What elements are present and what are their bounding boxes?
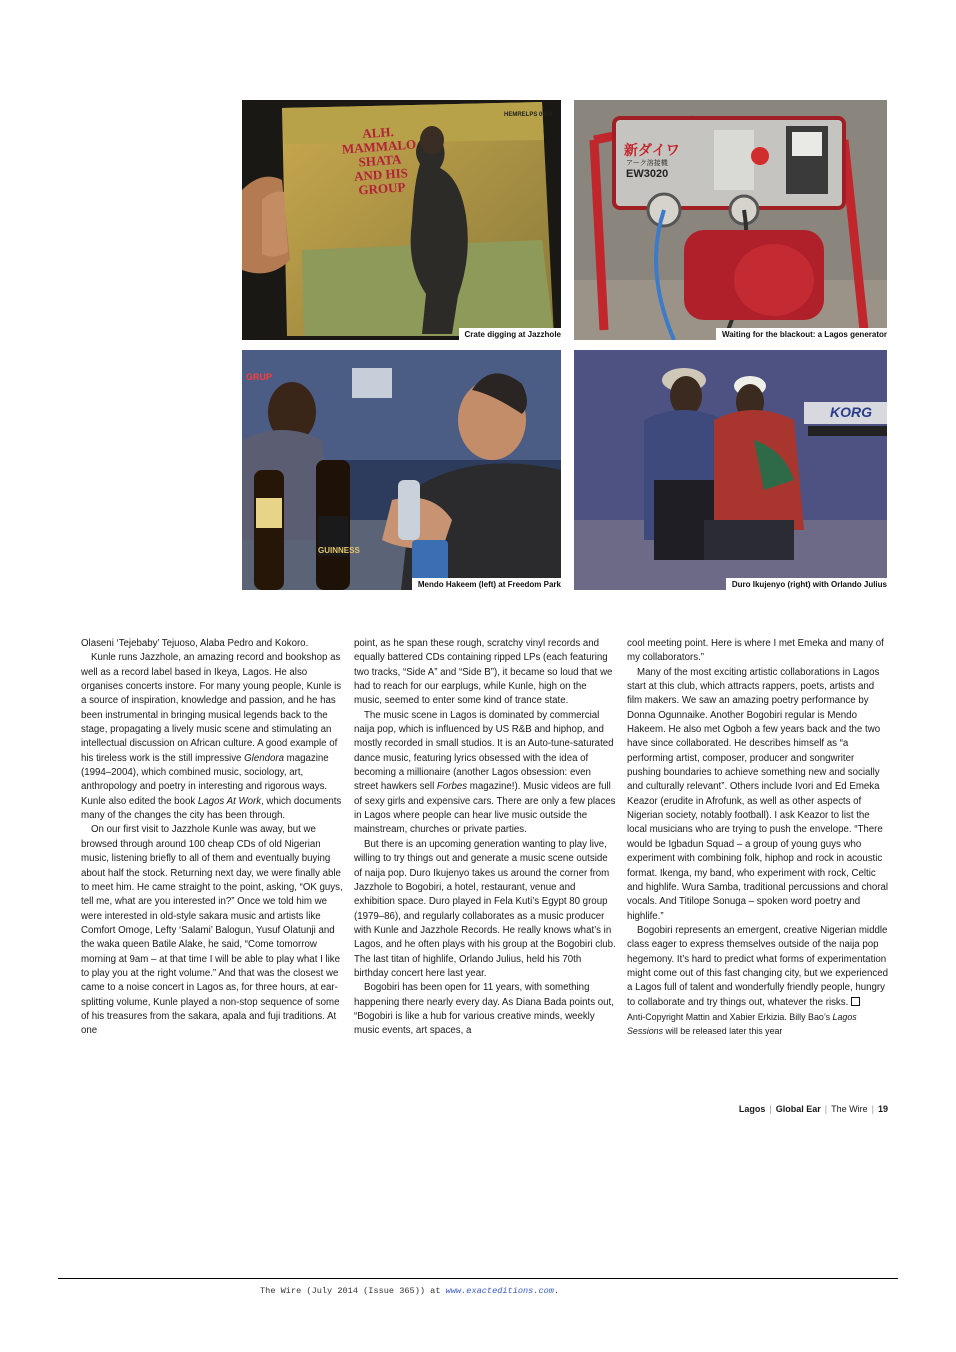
generator-brand-kana: アーク溶接機 xyxy=(626,160,668,167)
article-column-3 xyxy=(627,637,889,1039)
paragraph: point, as he span these rough, scratchy vinyl records and equally battered CDs containing ripped LPs (each featuring two tracks, “Side A” and “Side B”), it became so loud that we had to reach for our earplugs, while Kunle, high on the music, seemed to enter some kind of trance state. xyxy=(354,638,613,707)
record-title-line: AND HIS xyxy=(353,165,409,184)
book-title: Lagos At Work xyxy=(197,795,262,807)
paragraph: cool meeting point. Here is where I met Emeka and many of my collaborators.” xyxy=(627,638,884,664)
freedom-park-illustration xyxy=(242,350,561,590)
text-run: will be released later this year xyxy=(663,1026,783,1037)
footer-text: The Wire (July 2014 (Issue 365)) at xyxy=(260,1286,446,1296)
folio-section: Lagos xyxy=(738,1104,766,1114)
text-run: Kunle runs Jazzhole, an amazing record and bookshop as well as a record label based in Ikeya, Lagos. He also organises concerts instore. For many young people, Kunle is a source of inspiration, knowledge and passion, and he has been instrumental in bringing musical legends back to the stage, propagating a lively music scene and stimulating an intellectual discussion on African culture. A good example of his tireless work is the still impressive xyxy=(81,652,342,764)
footer-credit xyxy=(260,1286,559,1296)
paragraph xyxy=(627,924,889,1010)
duro-ikujenyo-illustration xyxy=(574,350,887,590)
text-run: , which documents many of the changes the city has been through. xyxy=(81,795,342,822)
generator-model: EW3020 xyxy=(626,168,669,180)
magazine-title: Forbes xyxy=(436,781,468,793)
generator-illustration xyxy=(574,100,887,340)
record-title-line: ALH. xyxy=(361,123,395,142)
bottle-label: GUINNESS xyxy=(318,546,360,555)
paragraph xyxy=(81,651,343,823)
keyboard-brand: KORG xyxy=(830,404,872,420)
record-title-line: MAMMALO xyxy=(341,136,417,157)
record-title xyxy=(338,123,423,198)
text-run: Bogobiri represents an emergent, creative Nigerian middle class eager to express themselves outside of the naija pop hegemony. It’s hard to predict what forms of experimentation might come out of this fast changing city, but we experienced a Lagos full of talent and wonderfully friendly people, hungry to collaborate and try things out, whatever the risks. xyxy=(627,924,888,1008)
folio-column: Global Ear xyxy=(775,1104,821,1114)
text-run: Anti-Copyright Mattin and Xabier Erkizia. Billy Bao’s xyxy=(627,1011,833,1022)
footer-rule xyxy=(58,1278,898,1279)
record-title-line: SHATA xyxy=(358,151,402,170)
album-title: Lagos Sessions xyxy=(627,1011,857,1037)
magazine-title: Glendora xyxy=(244,752,284,764)
page-folio xyxy=(739,1104,888,1114)
author-credit xyxy=(627,1010,889,1039)
photo-generator xyxy=(574,100,887,340)
photo-caption: Duro Ikujenyo (right) with Orlando Julius xyxy=(726,578,887,590)
record-title-line: GROUP xyxy=(357,179,406,198)
photo-caption: Waiting for the blackout: a Lagos generator xyxy=(716,328,887,340)
paragraph: On our first visit to Jazzhole Kunle was away, but we browsed through around 100 cheap CDs of old Nigerian music, listening briefly to all of them and eventually buying about half the stock. Returning next day, we were finally able to meet him. He came straight to the point, asking, “OK guys, tell me, what are you interested in?” Once we told him we were interested in old-style sakara music and artists like Comfort Omoge, Lefty ‘Salami’ Balogun, Yusuf Olatunji and the waka queen Batile Alake, he said, “Come tomorrow morning at 9am – at that time I will be able to play what I like to play you at the right volume.” And that was the closest we came to a noise concert in Lagos as, for three hours, at ear-splitting volume, Kunle played a non-stop sequence of some of his treasures from the sakara, apala and fuji traditions. At one xyxy=(81,824,343,1037)
neon-sign: GRUP xyxy=(246,372,273,382)
article-column-2 xyxy=(354,637,616,1039)
folio-separator: | xyxy=(824,1104,828,1114)
end-mark-icon xyxy=(851,997,860,1006)
footer-link[interactable]: www.exacteditions.com xyxy=(445,1286,554,1296)
text-run: magazine (1994–2004), which combined music, sociology, art, anthropology and poetry in interesting and rigorous ways. Kunle also edited the book xyxy=(81,752,329,807)
page-number: 19 xyxy=(877,1104,888,1114)
paragraph: But there is an upcoming generation wanting to play live, willing to try things out and generate a music scene outside of naija pop. Duro Ikujenyo takes us around the corner from Jazzhole to Bogobiri, a hotel, restaurant, venue and exhibition space. Duro played in Fela Kuti’s Egypt 80 group (1979–86), and regularly collaborates as a music producer with Kunle and Jazzhole Records. He really knows what’s in Lagos, and he often plays with his group at the Bogobiri club. The last titan of highlife, Orlando Julius, held his 70th birthday concert here last year. xyxy=(354,838,616,979)
record-catalog-label: HEMRELPS 0358 xyxy=(504,112,553,118)
text-run: magazine!). Music videos are full of sexy girls and expensive cars. There are only a few places in Lagos where people can hear live music outside the mainstream, churches or private parties. xyxy=(354,781,616,836)
footer-text: . xyxy=(553,1286,560,1296)
photo-duro-ikujenyo xyxy=(574,350,887,590)
generator-brand: 新ダイワ xyxy=(624,142,680,158)
photo-caption: Crate digging at Jazzhole xyxy=(459,328,561,340)
photo-record-sleeve xyxy=(242,100,561,340)
article-column-1 xyxy=(81,637,343,1039)
paragraph xyxy=(354,709,616,838)
text-run: The music scene in Lagos is dominated by commercial naija pop, which is influenced by US R&B and hiphop, and mostly recorded in small studios. It is an Auto-tune-saturated dance music, featuring lyrics obsessed with the idea of becoming a millionaire (another Lagos obsession: even street hawkers sell xyxy=(354,709,614,793)
paragraph: Many of the most exciting artistic collaborations in Lagos start at this club, which attracts rappers, poets, artists and film makers. We saw an amazing poetry performance by Donna Ogunnaike. Another Bogobiri regular is Mendo Hakeem. He also met Ogboh a few years back and the two have since collaborated. He describes himself as “a performing artist, composer, producer and songwriter pushing boundaries to achieve something new and socially and culturally relevant”. Others include Ivori and Ed Emeka Keazor (erudite in Afrofunk, as well as other aspects of Nigerian society, notably football). I ask Keazor to list the local musicians who are trying to push the envelope. “There would be Igbadun Squad – a group of young guys who experiment with combining folk, hiphop and rock in acoustic format. Ikenga, my band, who experiment with rock, Celtic and highlife. Wura Samba, traditional percussions and choral vocals. And Titilope Sonuga – spoken word poetry and highlife.” xyxy=(627,666,888,922)
photo-freedom-park xyxy=(242,350,561,590)
paragraph: Bogobiri has been open for 11 years, with something happening there nearly every day. As Diana Bada points out, “Bogobiri is like a hub for various creative minds, weekly music events, art spaces, a xyxy=(354,982,614,1037)
folio-separator: | xyxy=(769,1104,772,1114)
folio-magazine: The Wire xyxy=(831,1104,868,1114)
photo-caption: Mendo Hakeem (left) at Freedom Park xyxy=(412,578,561,590)
paragraph: Olaseni ‘Tejebaby’ Tejuoso, Alaba Pedro and Kokoro. xyxy=(81,638,309,649)
folio-separator: | xyxy=(871,1104,874,1114)
